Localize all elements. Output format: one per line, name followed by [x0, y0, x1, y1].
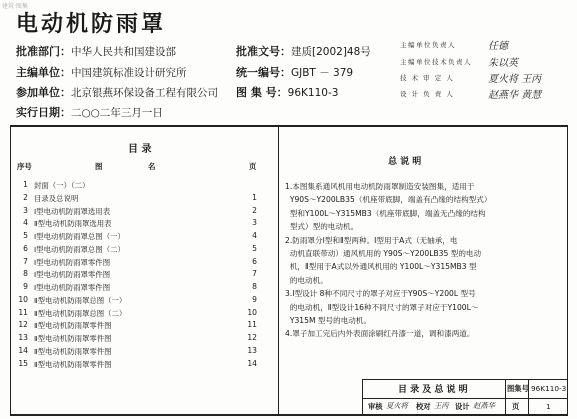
toc-row-page: 5 — [252, 243, 257, 253]
toc-row-name: Ⅱ型电动机防雨罩总图（一） — [34, 295, 127, 305]
approval-no-value: 建质[2002]48号 — [291, 46, 371, 58]
frame-right — [567, 125, 568, 415]
toc-row-page: 8 — [252, 282, 257, 291]
toc-row-name: Ⅰ型电动机防雨罩选用表 — [34, 206, 111, 216]
tb-atlas-label: 图集号 — [507, 384, 529, 393]
tb-div1 — [505, 379, 506, 414]
toc-row-page: 2 — [252, 205, 257, 215]
toc-row-page: 4 — [252, 231, 257, 240]
notes-line: 型和Y100L～Y315MB3（机座带底脚，端盖无凸缘的结构 — [285, 208, 486, 218]
toc-row-number: 8 — [23, 269, 28, 279]
notes-line: 的电动机，Ⅱ型设计16种不同尺寸的罩子对应于Y100L～ — [285, 302, 479, 312]
unified-no-value: GJBT － 379 — [291, 67, 354, 79]
notes-line: 动机直联带动）通风机用的 Y90S～Y200LB35 型的电动 — [285, 249, 482, 258]
signature: 任德 — [488, 41, 508, 52]
notes-line: 型式）型的电动机。 — [285, 222, 359, 232]
effective-label: 实行日期： — [16, 106, 71, 119]
toc-heading: 目 录 — [128, 144, 152, 155]
notes-line: 1.本图集系通风机用电动机防雨罩制造安装图集，适用于 — [285, 182, 475, 191]
signature-role: 设 计 负 责 人 — [400, 90, 455, 98]
toc-row-page: 14 — [247, 358, 257, 368]
tb-top — [362, 379, 568, 380]
toc-col-seq: 序号 — [17, 162, 32, 171]
tb-check-sig: 王丙 — [434, 401, 449, 410]
toc-row-number: 15 — [18, 358, 28, 368]
toc-row-number: 13 — [18, 333, 28, 342]
tb-atlas-value: 96K110-3 — [531, 384, 567, 393]
toc-row-page: 10 — [247, 307, 257, 317]
tb-title: 目 录 及 总 说 明 — [398, 385, 468, 395]
document-title: 电动机防雨罩 — [16, 12, 167, 37]
toc-row-number: 3 — [23, 205, 28, 215]
toc-row-page: 13 — [247, 345, 257, 355]
toc-row-name: Ⅱ型电动机防雨罩零件图 — [34, 321, 112, 331]
signature: 赵燕华 黄慧 — [488, 90, 542, 101]
tb-design-sig: 赵燕华 — [473, 401, 495, 410]
notes-line: 2.防雨罩分Ⅰ型和Ⅱ型两种。Ⅰ型用于A式（无轴承，电 — [285, 235, 458, 245]
tb-design-label: 设计 — [455, 402, 470, 411]
signature-role: 技 术 审 定 人 — [400, 74, 455, 82]
toc-row-page: 3 — [252, 218, 257, 228]
editor-label: 主编单位： — [16, 66, 71, 79]
notes-line: Y90S～Y200LB35（机座带底脚，端盖有凸缘的结构型式） — [285, 195, 492, 205]
toc-row-page: 1 — [252, 192, 257, 202]
notes-line: 机，Ⅱ型用于A式以外通风机用的 Y100L～Y315MB3 型 — [285, 262, 477, 272]
atlas-no-label: 图 集 号： — [236, 86, 288, 99]
tb-page-label: 页 — [512, 402, 520, 411]
editor-value: 中国建筑标准设计研究所 — [71, 67, 187, 79]
toc-col-page: 页 — [249, 162, 257, 171]
tb-review-sig: 夏火将 — [386, 401, 408, 410]
frame-left — [10, 125, 11, 415]
toc-row-name: Ⅱ型电动机防雨罩零件图 — [34, 359, 112, 369]
tb-mid — [362, 398, 568, 399]
toc-row-page: 11 — [247, 320, 257, 330]
notes-line: 的电动机。 — [285, 275, 328, 285]
editor — [16, 64, 187, 80]
participant — [16, 84, 218, 100]
tb-page-value: 1 — [546, 402, 551, 411]
toc-row-name: Ⅱ型电动机防雨罩总图（二） — [34, 308, 127, 318]
toc-row-number: 10 — [18, 294, 28, 304]
toc-col-name-1: 图 — [95, 162, 103, 171]
atlas-no-value: 96K110-3 — [287, 87, 339, 99]
toc-row-name: Ⅱ型电动机防雨罩零件图 — [34, 346, 112, 356]
unified-no-label: 统一编号： — [236, 66, 291, 79]
approval-dept — [16, 43, 176, 59]
tb-left — [362, 379, 363, 414]
toc-row-number: 2 — [23, 192, 28, 202]
toc-row-number: 6 — [23, 243, 28, 253]
approval-no — [236, 43, 371, 59]
toc-row-name: Ⅰ型电动机防雨罩零件图 — [34, 257, 111, 267]
toc-row-page: 12 — [247, 333, 257, 342]
effective-date — [16, 104, 163, 120]
toc-row-page: 9 — [252, 294, 257, 304]
toc-row-name: 目录及总说明 — [34, 193, 79, 203]
toc-row-number: 12 — [18, 320, 28, 330]
toc-row-name: 封面（一）（二） — [34, 181, 90, 190]
participant-label: 参加单位： — [16, 86, 71, 99]
header-divider — [10, 125, 567, 127]
signature-role: 主编单位负责人 — [400, 41, 456, 49]
unified-no — [236, 64, 353, 80]
toc-row-number: 14 — [18, 345, 28, 355]
notes-heading: 总 说 明 — [388, 157, 422, 167]
toc-row-name: Ⅰ型电动机防雨罩零件图 — [34, 270, 111, 280]
column-divider — [278, 125, 279, 415]
effective-value: 二○○二年三月一日 — [71, 107, 163, 119]
toc-row-page: 7 — [252, 269, 257, 279]
toc-row-page: 6 — [252, 256, 257, 266]
atlas-no — [236, 84, 338, 100]
notes-line: Y315M 型号的电动机。 — [285, 316, 372, 325]
participant-value: 北京银燕环保设备工程有限公司 — [71, 87, 218, 99]
approval-no-label: 批准文号： — [236, 45, 291, 58]
notes-line: 4.罩子加工完后内外表面涂刷红丹漆一道，调和漆两道。 — [285, 329, 475, 339]
toc-row-name: Ⅰ型电动机防雨罩零件图 — [34, 283, 111, 292]
signature: 夏火将 王丙 — [488, 74, 542, 85]
signature-role: 主编单位技术负责人 — [400, 58, 472, 66]
toc-row-number: 7 — [23, 256, 28, 266]
approval-dept-value: 中华人民共和国建设部 — [71, 46, 176, 58]
toc-col-name-2: 名 — [148, 162, 156, 171]
frame-bottom — [10, 414, 568, 416]
tb-check-label: 校对 — [416, 402, 431, 411]
signature: 朱以英 — [488, 58, 518, 69]
toc-row-number: 1 — [23, 180, 28, 189]
toc-row-number: 11 — [18, 307, 28, 317]
toc-row-name: Ⅱ型电动机防雨罩零件图 — [34, 334, 112, 343]
approval-dept-label: 批准部门： — [16, 45, 71, 58]
toc-row-name: Ⅰ型电动机防雨罩总图（二） — [34, 244, 125, 254]
watermark: 建筑·图集 — [2, 3, 28, 10]
toc-row-number: 9 — [23, 282, 28, 291]
toc-row-name: Ⅰ型电动机防雨罩总图（一） — [34, 232, 125, 241]
tb-review-label: 审核 — [368, 402, 383, 411]
notes-line: 3.Ⅰ型设计 8种不同尺寸的罩子对应于Y90S～Y200L 型号 — [285, 289, 476, 299]
toc-row-number: 4 — [23, 218, 28, 228]
toc-row-name: Ⅱ型电动机防雨罩选用表 — [34, 219, 112, 229]
toc-row-number: 5 — [23, 231, 28, 240]
